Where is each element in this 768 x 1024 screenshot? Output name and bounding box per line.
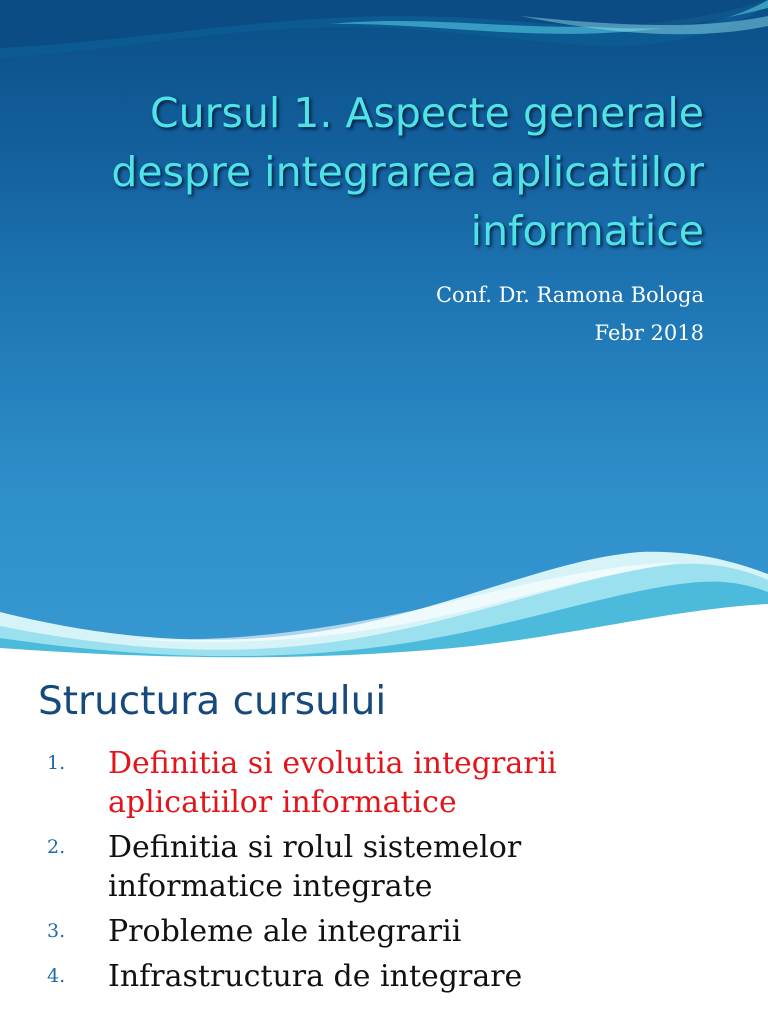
slide-subtitle — [436, 276, 704, 352]
list-item — [0, 828, 557, 906]
slide-title — [24, 84, 704, 261]
list-item — [0, 744, 557, 822]
item-number: 4. — [47, 965, 66, 987]
slide-title-line: despre integrarea aplicatiilor — [111, 148, 704, 196]
list-item — [0, 957, 557, 996]
item-text-line: Definitia si evolutia integrarii — [108, 746, 557, 781]
slide-title-line: informatice — [470, 207, 704, 255]
item-text-line: aplicatiilor informatice — [108, 785, 457, 820]
slide-title-line: Cursul 1. Aspecte generale — [150, 89, 704, 137]
item-text-line: Definitia si rolul sistemelor — [108, 830, 522, 865]
item-number: 3. — [47, 920, 66, 942]
bottom-wave-decoration — [0, 550, 768, 660]
presentation-date: Febr 2018 — [594, 321, 704, 345]
item-text-line: Probleme ale integrarii — [108, 914, 462, 949]
course-outline-list — [0, 744, 557, 1002]
structure-slide — [0, 660, 768, 1024]
item-text-line: Infrastructura de integrare — [108, 959, 523, 994]
item-text-line: informatice integrate — [108, 869, 433, 904]
item-number: 2. — [47, 836, 66, 858]
author-name: Conf. Dr. Ramona Bologa — [435, 283, 704, 307]
item-number: 1. — [47, 752, 66, 774]
slide-heading: Structura cursului — [38, 679, 387, 724]
list-item — [0, 912, 557, 951]
